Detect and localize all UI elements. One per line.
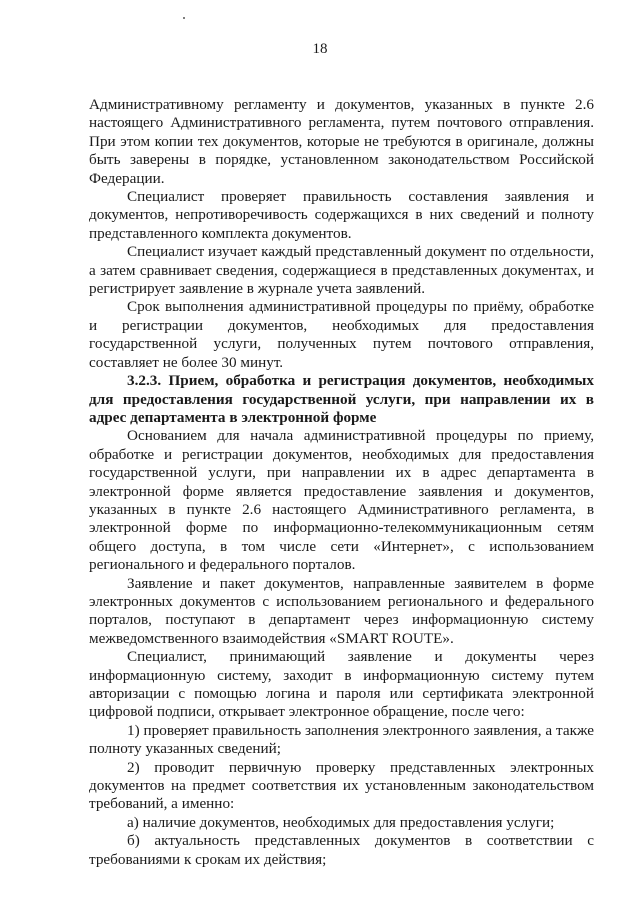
- paragraph-specialist-checks: Специалист проверяет правильность составления заявления и документов, непротиворечивость содержащихся в них сведений и полноту представленного комплекта документов.: [89, 188, 594, 242]
- paragraph-continuation: Административному регламенту и документов, указанных в пункте 2.6 настоящего Административного регламента, путем почтового отправления. При этом копии тех документов, которые не требуются в оригинале, должны быть заверены в порядке, установленном законодательством Российской Федерации.: [89, 96, 594, 187]
- list-item-b: б) актуальность представленных документов в соответствии с требованиями к срокам их действия;: [89, 832, 594, 868]
- paragraph-application-package: Заявление и пакет документов, направленные заявителем в форме электронных документов с использованием регионального и федерального порталов, поступают в департамент через информационную систему межведомственного взаимодействия «SMART ROUTE».: [89, 574, 594, 647]
- document-body: [89, 96, 594, 869]
- scan-dot: [183, 17, 185, 19]
- paragraph-specialist-receives: Специалист, принимающий заявление и документы через информационную систему, заходит в информационную систему путем авторизации с помощью логина и пароля или сертификата электронной цифровой подписи, открывает электронное обращение, после чего:: [89, 648, 594, 721]
- paragraph-basis: Основанием для начала административной процедуры по приему, обработке и регистрации документов, необходимых для предоставления государственной услуги, при направлении их в адрес департамента в электронной форме является предоставление заявления и документов, указанных в пункте 2.6 настоящего Административного регламента, в электронной форме по информационно-телекоммуникационным сетям общего доступа, в том числе сети «Интернет», с использованием регионального и федерального порталов.: [89, 427, 594, 574]
- list-item-2: 2) проводит первичную проверку представленных электронных документов на предмет соответствия их установленным законодательством требований, а именно:: [89, 758, 594, 813]
- list-item-1: 1) проверяет правильность заполнения электронного заявления, а также полноту указанных сведений;: [89, 721, 594, 758]
- list-item-a: а) наличие документов, необходимых для предоставления услуги;: [127, 813, 555, 831]
- page-number: 18: [312, 41, 328, 57]
- paragraph-procedure-duration: Срок выполнения административной процедуры по приёму, обработке и регистрации документов, необходимых для предоставления государственной услуги, полученных путем почтового отправления, составляет не более 30 минут.: [89, 298, 594, 371]
- paragraph-specialist-studies: Специалист изучает каждый представленный документ по отдельности, а затем сравнивает сведения, содержащиеся в представленных документах, и регистрирует заявление в журнале учета заявлений.: [89, 243, 594, 298]
- section-heading-3-2-3: 3.2.3. Прием, обработка и регистрация документов, необходимых для предоставления государственной услуги, при направлении их в адрес департамента в электронной форме: [89, 372, 594, 426]
